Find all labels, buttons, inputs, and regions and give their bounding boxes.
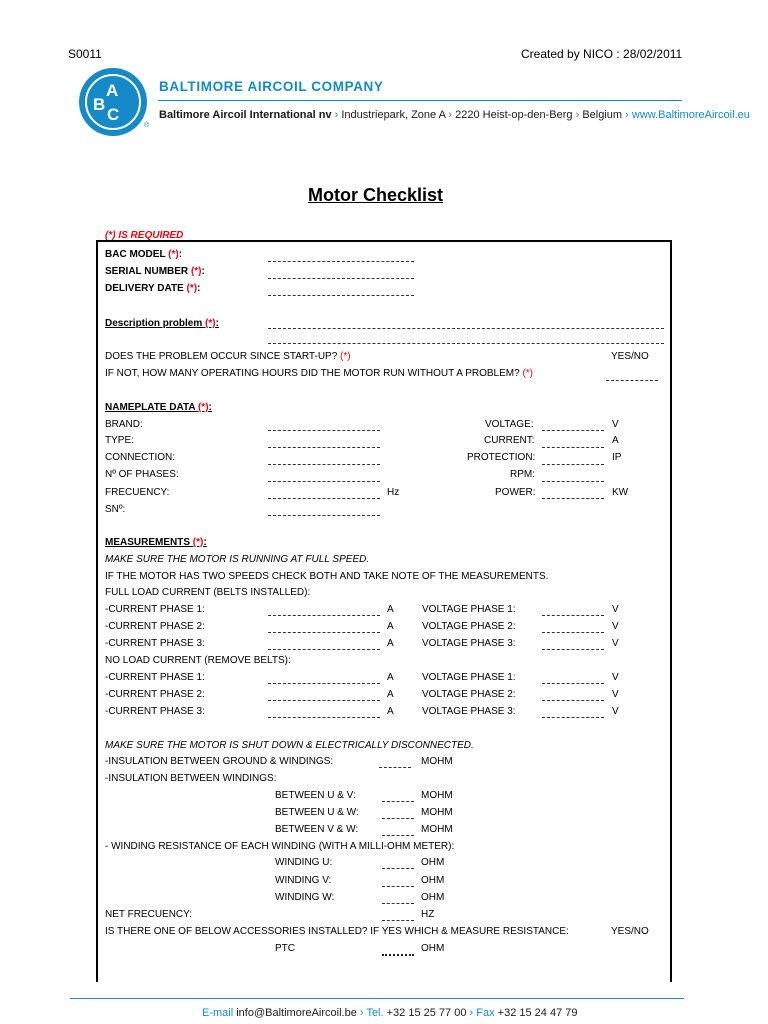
bac-model-label: BAC MODEL (*): <box>105 249 183 260</box>
voltage-unit: V <box>612 419 619 430</box>
between-u-w-field[interactable] <box>382 818 414 819</box>
amp-unit: A <box>387 689 394 700</box>
mohm-unit: MOHM <box>421 790 453 801</box>
ohm-unit: OHM <box>421 943 445 954</box>
sn-label: SNº: <box>105 504 126 515</box>
insulation-ground-label: -INSULATION BETWEEN GROUND & WINDINGS: <box>105 756 334 767</box>
volt-unit: V <box>612 689 619 700</box>
no-load-voltage-phase-1-field[interactable] <box>542 683 604 684</box>
no-load-current-phase-1-label: -CURRENT PHASE 1: <box>105 672 205 683</box>
between-u-v-field[interactable] <box>382 801 414 802</box>
description-field-line-2[interactable] <box>268 343 664 344</box>
sn-field[interactable] <box>268 515 380 516</box>
no-load-current-phase-3-label: -CURRENT PHASE 3: <box>105 706 205 717</box>
power-label: POWER: <box>495 487 536 498</box>
no-load-voltage-phase-1-label: VOLTAGE PHASE 1: <box>422 672 516 683</box>
winding-v-field[interactable] <box>382 886 414 887</box>
frequency-unit: Hz <box>387 487 400 498</box>
between-u-w-label: BETWEEN U & W: <box>275 807 359 818</box>
protection-label: PROTECTION: <box>467 452 536 463</box>
frequency-label: FRECUENCY: <box>105 487 170 498</box>
company-name: BALTIMORE AIRCOIL COMPANY <box>159 79 384 94</box>
winding-w-label: WINDING W: <box>275 892 335 903</box>
mohm-unit: MOHM <box>421 807 453 818</box>
no-load-voltage-phase-2-label: VOLTAGE PHASE 2: <box>422 689 516 700</box>
description-label: Description problem (*): <box>105 318 219 329</box>
between-v-w-field[interactable] <box>382 835 414 836</box>
bac-logo: B A C <box>79 68 147 136</box>
power-field[interactable] <box>542 498 604 499</box>
phases-label: Nº OF PHASES: <box>105 469 179 480</box>
type-field[interactable] <box>268 447 380 448</box>
connection-field[interactable] <box>268 464 380 465</box>
winding-w-field[interactable] <box>382 903 414 904</box>
full-load-current-phase-3-label: -CURRENT PHASE 3: <box>105 638 205 649</box>
email-link[interactable]: info@BaltimoreAircoil.be <box>236 1007 357 1019</box>
measurements-heading: MEASUREMENTS (*): <box>105 537 207 548</box>
delivery-date-field[interactable] <box>268 295 414 296</box>
brand-field[interactable] <box>268 430 380 431</box>
hz-unit: HZ <box>421 909 435 920</box>
footer-divider <box>70 998 684 999</box>
header-divider <box>158 100 682 101</box>
full-load-current-phase-1-label: -CURRENT PHASE 1: <box>105 604 205 615</box>
frequency-field[interactable] <box>268 498 380 499</box>
nameplate-heading: NAMEPLATE DATA (*): <box>105 402 212 413</box>
created-by: Created by NICO : 28/02/2011 <box>521 47 683 61</box>
accessories-yes-no[interactable]: YES/NO <box>611 926 649 937</box>
separator: › <box>359 1007 364 1019</box>
rpm-label: RPM: <box>510 469 535 480</box>
protection-field[interactable] <box>542 464 604 465</box>
brand-label: BRAND: <box>105 419 143 430</box>
amp-unit: A <box>387 638 394 649</box>
ohm-unit: OHM <box>421 892 445 903</box>
no-load-heading: NO LOAD CURRENT (REMOVE BELTS): <box>105 655 291 666</box>
winding-v-label: WINDING V: <box>275 875 332 886</box>
startup-question: DOES THE PROBLEM OCCUR SINCE START-UP? (*) <box>105 351 351 362</box>
entity-name: Baltimore Aircoil International nv <box>159 109 332 121</box>
document-id: S0011 <box>68 47 102 61</box>
full-load-current-phase-2-field[interactable] <box>268 632 380 633</box>
between-u-v-label: BETWEEN U & V: <box>275 790 356 801</box>
volt-unit: V <box>612 672 619 683</box>
separator: › <box>575 109 580 121</box>
type-label: TYPE: <box>105 435 134 446</box>
full-load-voltage-phase-2-label: VOLTAGE PHASE 2: <box>422 621 516 632</box>
description-field-line-1[interactable] <box>268 328 664 329</box>
no-load-voltage-phase-2-field[interactable] <box>542 700 604 701</box>
ptc-label: PTC <box>275 943 295 954</box>
ohm-unit: OHM <box>421 875 445 886</box>
amp-unit: A <box>387 604 394 615</box>
fax-label: Fax <box>476 1007 495 1019</box>
serial-number-label: SERIAL NUMBER (*): <box>105 266 205 277</box>
no-load-current-phase-1-field[interactable] <box>268 683 380 684</box>
volt-unit: V <box>612 621 619 632</box>
full-load-voltage-phase-1-field[interactable] <box>542 615 604 616</box>
no-load-current-phase-3-field[interactable] <box>268 717 380 718</box>
email-label: E-mail <box>202 1007 234 1019</box>
startup-yes-no[interactable]: YES/NO <box>611 351 649 362</box>
amp-unit: A <box>387 706 394 717</box>
country: Belgium <box>582 109 623 121</box>
street: Industriepark, Zone A <box>341 109 446 121</box>
separator: › <box>334 109 339 121</box>
mohm-unit: MOHM <box>421 756 453 767</box>
serial-number-field[interactable] <box>268 278 414 279</box>
registered-mark: ® <box>144 122 150 129</box>
voltage-field[interactable] <box>542 430 604 431</box>
volt-unit: V <box>612 638 619 649</box>
rpm-field[interactable] <box>542 481 604 482</box>
footer-contact <box>202 1007 577 1020</box>
insulation-ground-field[interactable] <box>379 767 411 768</box>
protection-unit: IP <box>612 452 622 463</box>
net-frequency-label: NET FRECUENCY: <box>105 909 193 920</box>
winding-resistance-heading: - WINDING RESISTANCE OF EACH WINDING (WITH A MILLI-OHM METER): <box>105 841 455 852</box>
no-load-current-phase-2-label: -CURRENT PHASE 2: <box>105 689 205 700</box>
hours-question: IF NOT, HOW MANY OPERATING HOURS DID THE MOTOR RUN WITHOUT A PROBLEM? (*) <box>105 368 534 379</box>
amp-unit: A <box>387 672 394 683</box>
winding-u-label: WINDING U: <box>275 857 333 868</box>
net-frequency-field[interactable] <box>382 920 414 921</box>
winding-u-field[interactable] <box>382 868 414 869</box>
amp-unit: A <box>387 621 394 632</box>
bac-model-field[interactable] <box>268 261 414 262</box>
shutdown-note: MAKE SURE THE MOTOR IS SHUT DOWN & ELECTRICALLY DISCONNECTED. <box>105 740 474 751</box>
two-speeds-note: IF THE MOTOR HAS TWO SPEEDS CHECK BOTH AND TAKE NOTE OF THE MEASUREMENTS. <box>105 571 549 582</box>
full-speed-note: MAKE SURE THE MOTOR IS RUNNING AT FULL SPEED. <box>105 554 370 565</box>
insulation-windings-label: -INSULATION BETWEEN WINDINGS: <box>105 773 277 784</box>
company-address <box>159 109 750 122</box>
full-load-voltage-phase-1-label: VOLTAGE PHASE 1: <box>422 604 516 615</box>
fax-number: +32 15 24 47 79 <box>497 1007 578 1019</box>
ptc-field[interactable] <box>382 954 414 956</box>
no-load-voltage-phase-3-field[interactable] <box>542 717 604 718</box>
current-label: CURRENT: <box>484 435 535 446</box>
separator: › <box>469 1007 474 1019</box>
connection-label: CONNECTION: <box>105 452 175 463</box>
city: 2220 Heist-op-den-Berg <box>455 109 573 121</box>
full-load-voltage-phase-3-label: VOLTAGE PHASE 3: <box>422 638 516 649</box>
document-title: Motor Checklist <box>308 185 444 205</box>
separator: › <box>625 109 629 121</box>
no-load-voltage-phase-3-label: VOLTAGE PHASE 3: <box>422 706 516 717</box>
full-load-current-phase-1-field[interactable] <box>268 615 380 616</box>
separator: › <box>448 109 453 121</box>
voltage-label: VOLTAGE: <box>485 419 534 430</box>
required-note: (*) IS REQUIRED <box>105 230 184 241</box>
tel-label: Tel. <box>366 1007 384 1019</box>
power-unit: KW <box>612 487 629 498</box>
full-load-heading: FULL LOAD CURRENT (BELTS INSTALLED): <box>105 587 311 598</box>
full-load-voltage-phase-3-field[interactable] <box>542 649 604 650</box>
volt-unit: V <box>612 604 619 615</box>
full-load-current-phase-3-field[interactable] <box>268 649 380 650</box>
full-load-current-phase-2-label: -CURRENT PHASE 2: <box>105 621 205 632</box>
accessories-question: IS THERE ONE OF BELOW ACCESSORIES INSTALLED? IF YES WHICH & MEASURE RESISTANCE: <box>105 926 569 937</box>
current-unit: A <box>612 435 619 446</box>
tel-number: +32 15 25 77 00 <box>386 1007 467 1019</box>
delivery-date-label: DELIVERY DATE (*): <box>105 283 201 294</box>
website-link[interactable]: www.BaltimoreAircoil.eu <box>631 109 750 121</box>
current-field[interactable] <box>542 447 604 448</box>
mohm-unit: MOHM <box>421 824 453 835</box>
volt-unit: V <box>612 706 619 717</box>
full-load-voltage-phase-2-field[interactable] <box>542 632 604 633</box>
phases-field[interactable] <box>268 481 380 482</box>
ohm-unit: OHM <box>421 857 445 868</box>
no-load-current-phase-2-field[interactable] <box>268 700 380 701</box>
between-v-w-label: BETWEEN V & W: <box>275 824 359 835</box>
operating-hours-field[interactable] <box>606 380 658 381</box>
